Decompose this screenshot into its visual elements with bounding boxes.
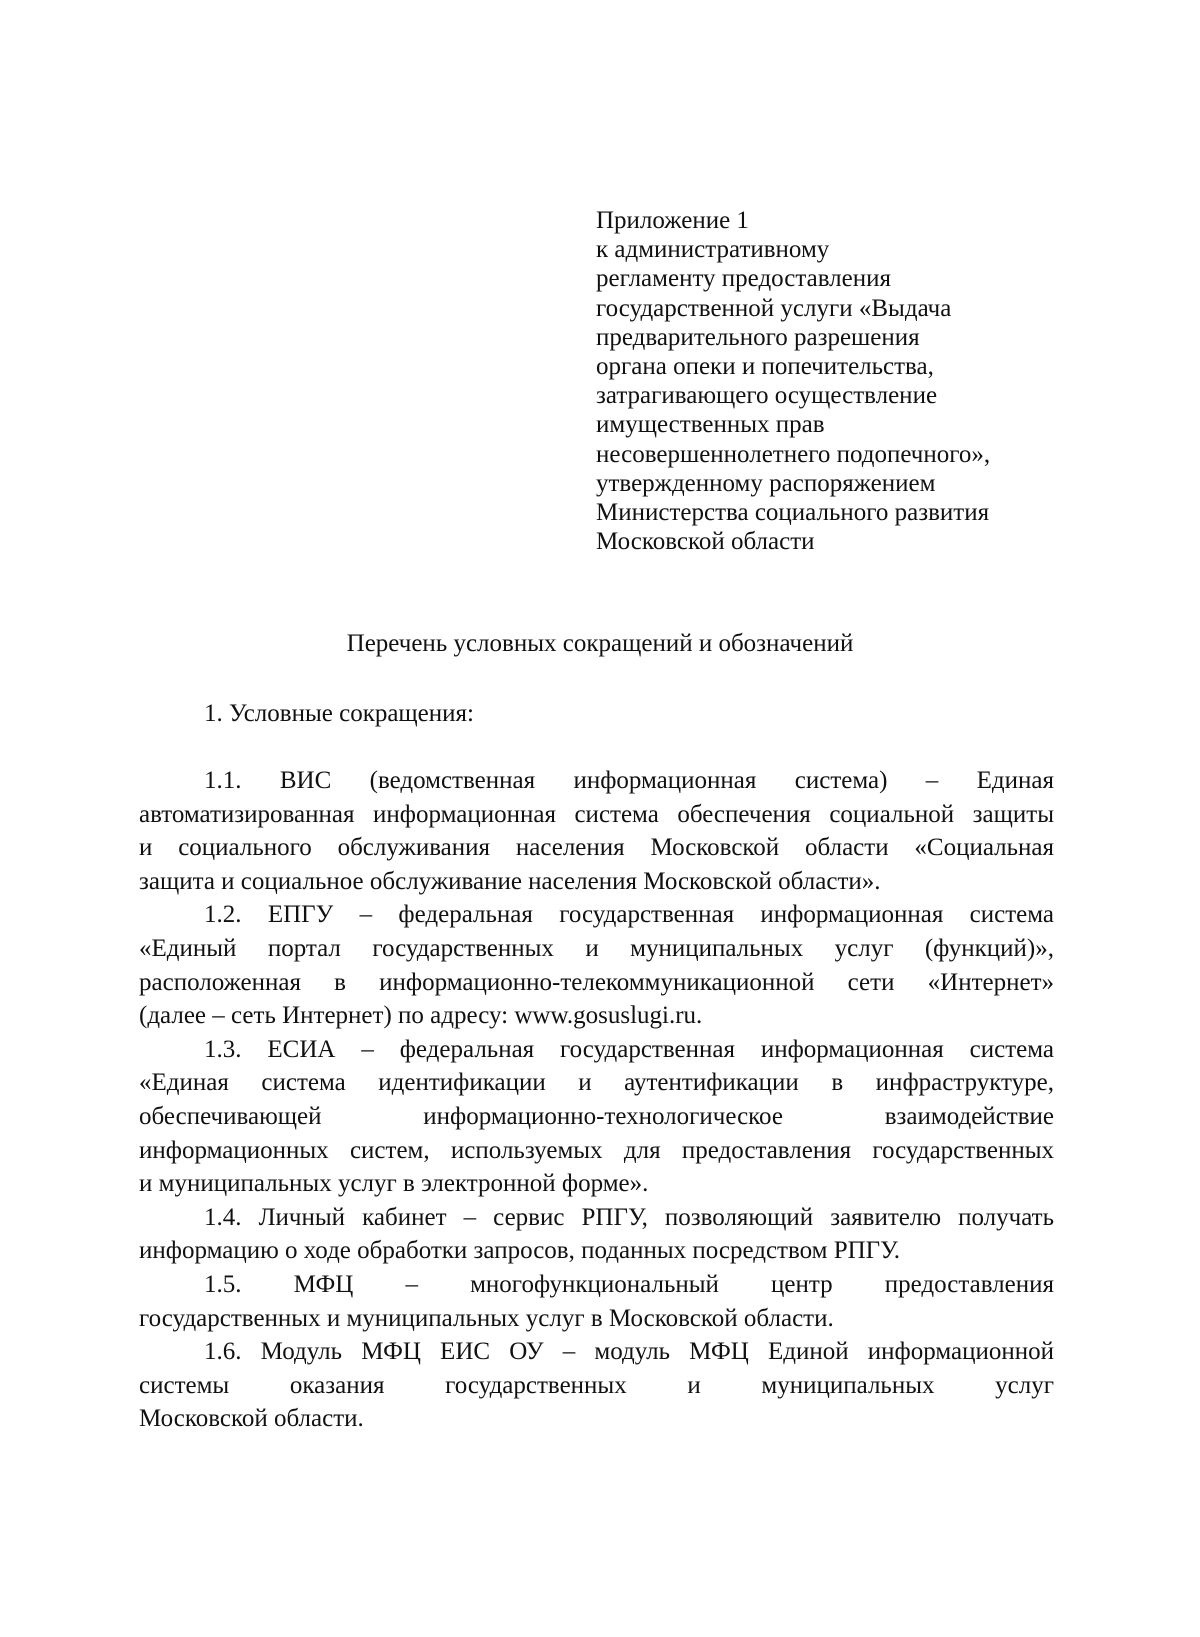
item-line: расположенная в информационно-телекоммуникационной сети «Интернет» <box>139 968 1054 996</box>
abbreviation-item-esia <box>139 1033 1054 1201</box>
appendix-line: Московской области <box>596 528 815 556</box>
item-line: 1.5. МФЦ – многофункциональный центр предоставления <box>204 1270 1054 1298</box>
appendix-line: Министерства социального развития <box>596 499 990 527</box>
appendix-line: имущественных прав <box>596 411 825 439</box>
item-line: защита и социальное обслуживание населения Московской области». <box>139 867 881 895</box>
abbreviations-list <box>139 764 1054 1436</box>
item-line: системы оказания государственных и муниципальных услуг <box>139 1371 1054 1399</box>
item-line: «Единая система идентификации и аутентификации в инфраструктуре, <box>139 1069 1054 1097</box>
abbreviation-item-vis <box>139 764 1054 898</box>
abbreviation-item-mfc-module <box>139 1335 1054 1436</box>
appendix-line: предварительного разрешения <box>596 323 920 351</box>
item-line: 1.4. Личный кабинет – сервис РПГУ, позволяющий заявителю получать <box>204 1203 1054 1231</box>
appendix-line: затрагивающего осуществление <box>596 382 938 410</box>
abbreviation-item-personal-account <box>139 1201 1054 1268</box>
item-line: Московской области. <box>139 1405 364 1433</box>
appendix-line: к административному <box>596 236 830 264</box>
item-line: информационных систем, используемых для предоставления государственных <box>139 1136 1054 1164</box>
abbreviation-item-epgu <box>139 898 1054 1032</box>
abbreviation-item-mfc <box>139 1268 1054 1335</box>
item-line: 1.6. Модуль МФЦ ЕИС ОУ – модуль МФЦ Единой информационной <box>204 1338 1054 1366</box>
appendix-line: Приложение 1 <box>596 207 749 234</box>
item-line: и муниципальных услуг в электронной форме». <box>139 1170 649 1198</box>
item-line: 1.1. ВИС (ведомственная информационная система) – Единая <box>204 767 1054 794</box>
item-line: 1.2. ЕПГУ – федеральная государственная информационная система <box>204 901 1054 929</box>
item-line: информацию о ходе обработки запросов, поданных посредством РПГУ. <box>139 1237 900 1265</box>
appendix-line: государственной услуги «Выдача <box>596 294 952 322</box>
appendix-line: утвержденному распоряжением <box>596 469 936 497</box>
appendix-header <box>596 206 1076 556</box>
appendix-line: несовершеннолетнего подопечного», <box>596 440 991 468</box>
item-line: и социального обслуживания населения Московской области «Социальная <box>139 834 1054 862</box>
section-heading: 1. Условные сокращения: <box>204 700 474 727</box>
appendix-line: регламенту предоставления <box>596 265 892 293</box>
item-line: 1.3. ЕСИА – федеральная государственная информационная система <box>204 1035 1054 1063</box>
document-title: Перечень условных сокращений и обозначений <box>346 630 854 657</box>
item-line: обеспечивающей информационно-технологическое взаимодействие <box>139 1102 1054 1130</box>
item-line: (далее – сеть Интернет) по адресу: www.gosuslugi.ru. <box>139 1002 703 1030</box>
item-line: «Единый портал государственных и муниципальных услуг (функций)», <box>139 934 1054 962</box>
appendix-line: органа опеки и попечительства, <box>596 353 934 381</box>
item-line: автоматизированная информационная система обеспечения социальной защиты <box>139 800 1054 828</box>
item-line: государственных и муниципальных услуг в Московской области. <box>139 1304 834 1332</box>
